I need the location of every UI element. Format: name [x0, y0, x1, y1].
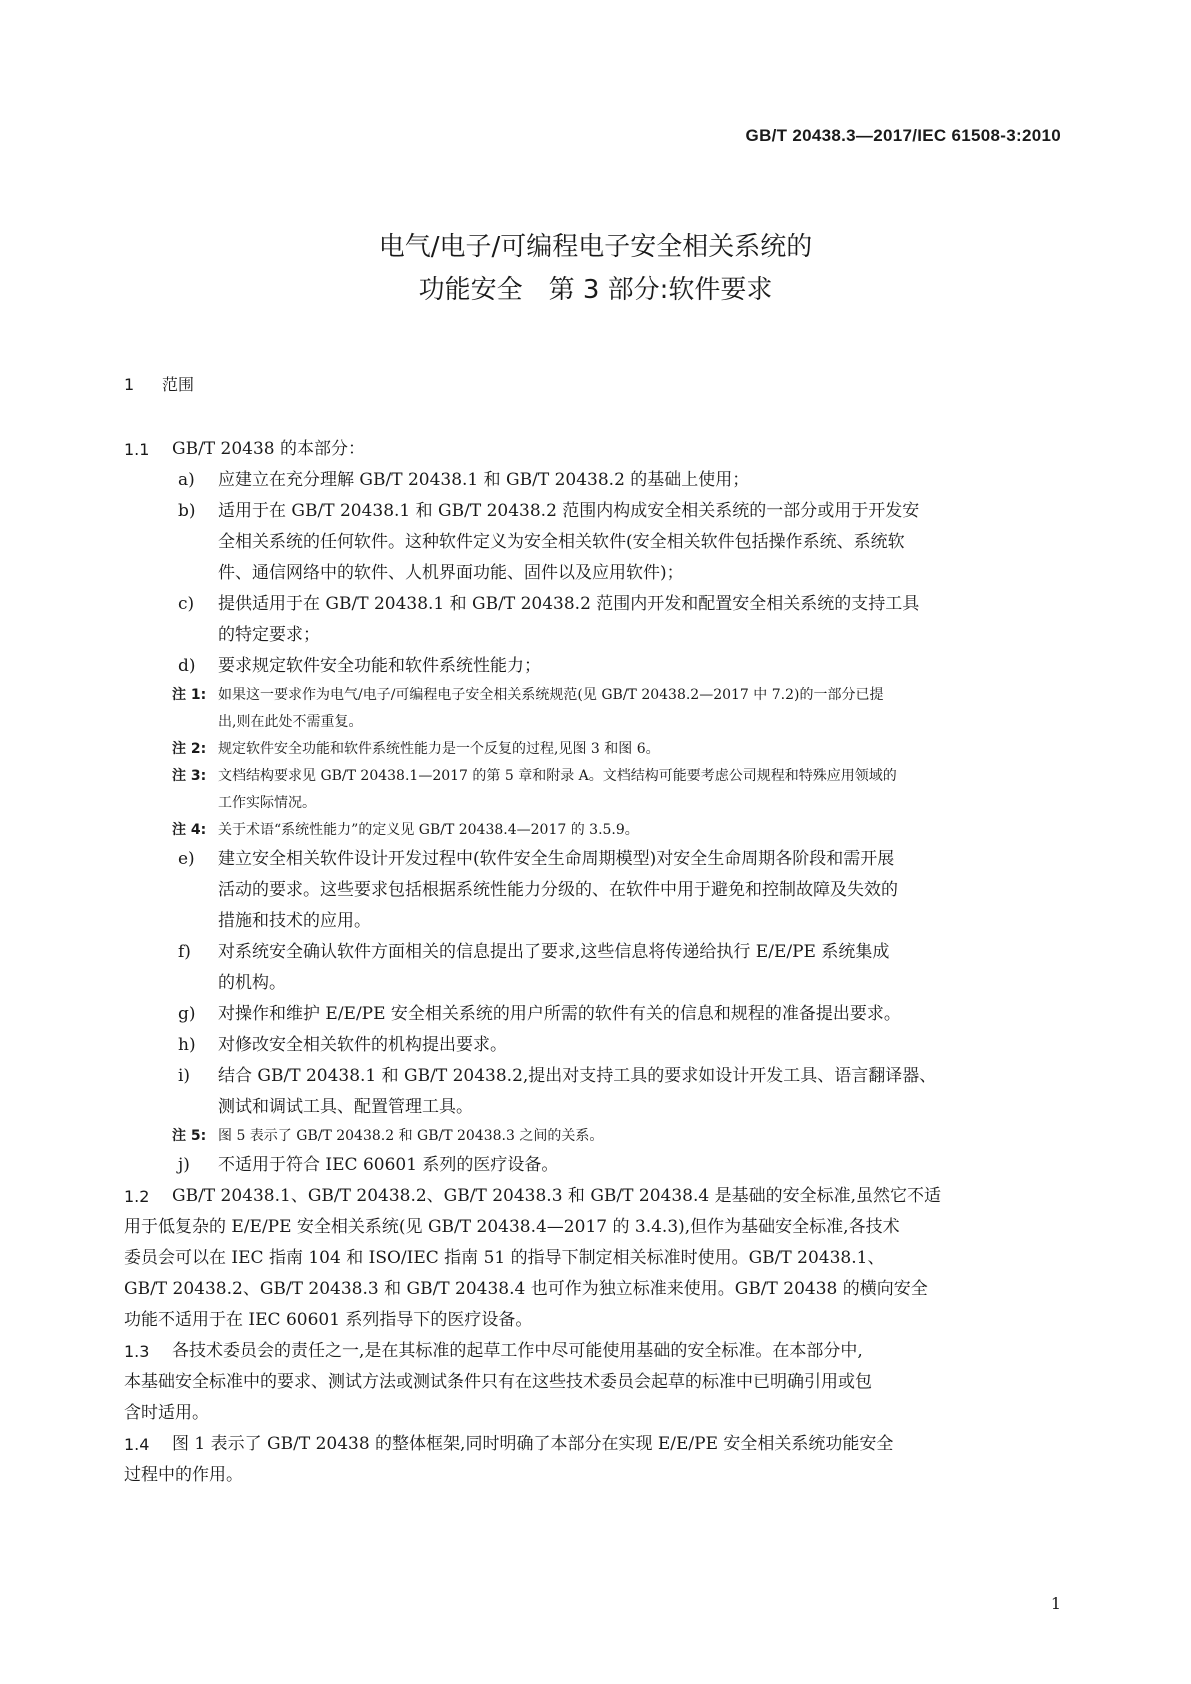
list-marker: b) [178, 501, 196, 521]
list-item-j [124, 1150, 1061, 1181]
section-number: 1 [124, 375, 135, 394]
list-text: 不适用于符合 IEC 60601 系列的医疗设备。 [218, 1155, 559, 1175]
clause-1-1 [124, 434, 1061, 465]
list-text: 适用于在 GB/T 20438.1 和 GB/T 20438.2 范围内构成安全相关系统的一部分或用于开发安 [218, 501, 920, 521]
list-text-continued: 全相关系统的任何软件。这种软件定义为安全相关软件(安全相关软件包括操作系统、系统软 [218, 532, 905, 552]
note-text: 关于术语“系统性能力”的定义见 GB/T 20438.4—2017 的 3.5.9。 [218, 822, 639, 838]
note-5 [124, 1123, 1061, 1150]
note-text-continued: 工作实际情况。 [218, 795, 316, 811]
list-item-a [124, 465, 1061, 496]
clause-number: 1.3 [124, 1342, 150, 1361]
clause-text: GB/T 20438 的本部分： [172, 439, 366, 459]
note-text: 规定软件安全功能和软件系统性能力是一个反复的过程,见图 3 和图 6。 [218, 741, 660, 757]
section-title: 范围 [162, 375, 195, 394]
clause-number: 1.1 [124, 440, 150, 459]
note-label: 注 4: [172, 822, 207, 838]
document-body [124, 434, 1061, 1491]
note-label: 注 1: [172, 687, 207, 703]
title-line-1: 电气/电子/可编程电子安全相关系统的 [378, 232, 813, 262]
list-marker: c) [178, 594, 195, 614]
clause-text-continued: 过程中的作用。 [124, 1465, 243, 1485]
list-item-h [124, 1030, 1061, 1061]
list-text-continued: 活动的要求。这些要求包括根据系统性能力分级的、在软件中用于避免和控制故障及失效的 [218, 880, 898, 900]
list-marker: h) [178, 1035, 196, 1055]
clause-1-2 [124, 1181, 1061, 1212]
list-item-e [124, 844, 1061, 875]
note-4 [124, 817, 1061, 844]
note-1 [124, 682, 1061, 709]
title-line-2: 功能安全 第 3 部分:软件要求 [418, 275, 773, 305]
list-text: 应建立在充分理解 GB/T 20438.1 和 GB/T 20438.2 的基础上使用； [218, 470, 750, 490]
clause-text-continued: 含时适用。 [124, 1403, 209, 1423]
list-text-continued: 测试和调试工具、配置管理工具。 [218, 1097, 473, 1117]
list-marker: g) [178, 1004, 196, 1024]
list-text: 提供适用于在 GB/T 20438.1 和 GB/T 20438.2 范围内开发和配置安全相关系统的支持工具 [218, 594, 920, 614]
standard-code: GB/T 20438.3—2017/IEC 61508-3:2010 [745, 126, 1061, 145]
list-item-d [124, 651, 1061, 682]
section-heading [124, 372, 194, 395]
list-text-continued: 措施和技术的应用。 [218, 911, 371, 931]
clause-text-continued: 本基础安全标准中的要求、测试方法或测试条件只有在这些技术委员会起草的标准中已明确引用或包 [124, 1372, 872, 1392]
note-text: 图 5 表示了 GB/T 20438.2 和 GB/T 20438.3 之间的关系。 [218, 1128, 604, 1144]
note-label: 注 3: [172, 768, 207, 784]
clause-text: GB/T 20438.1、GB/T 20438.2、GB/T 20438.3 和 GB/T 20438.4 是基础的安全标准,虽然它不适 [172, 1186, 941, 1206]
list-text: 结合 GB/T 20438.1 和 GB/T 20438.2,提出对支持工具的要求如设计开发工具、语言翻译器、 [218, 1066, 937, 1086]
list-marker: j) [178, 1155, 190, 1175]
list-item-g [124, 999, 1061, 1030]
note-3 [124, 763, 1061, 790]
clause-text-continued: GB/T 20438.2、GB/T 20438.3 和 GB/T 20438.4 也可作为独立标准来使用。GB/T 20438 的横向安全 [124, 1279, 928, 1299]
list-marker: e) [178, 849, 195, 869]
note-2 [124, 736, 1061, 763]
list-item-i [124, 1061, 1061, 1092]
note-label: 注 2: [172, 741, 207, 757]
clause-text-continued: 用于低复杂的 E/E/PE 安全相关系统(见 GB/T 20438.4—2017 的 3.4.3),但作为基础安全标准,各技术 [124, 1217, 900, 1237]
clause-text-continued: 委员会可以在 IEC 指南 104 和 ISO/IEC 指南 51 的指导下制定相关标准时使用。GB/T 20438.1、 [124, 1248, 885, 1268]
clause-number: 1.2 [124, 1187, 150, 1206]
list-item-f [124, 937, 1061, 968]
list-marker: i) [178, 1066, 191, 1086]
list-text: 对系统安全确认软件方面相关的信息提出了要求,这些信息将传递给执行 E/E/PE 系统集成 [218, 942, 890, 962]
note-text: 文档结构要求见 GB/T 20438.1—2017 的第 5 章和附录 A。文档结构可能要考虑公司规程和特殊应用领域的 [218, 768, 897, 784]
list-text: 要求规定软件安全功能和软件系统性能力； [218, 656, 541, 676]
document-title [0, 226, 1191, 312]
list-text: 建立安全相关软件设计开发过程中(软件安全生命周期模型)对安全生命周期各阶段和需开展 [218, 849, 895, 869]
list-item-b [124, 496, 1061, 527]
clause-1-4 [124, 1429, 1061, 1460]
list-marker: d) [178, 656, 196, 676]
list-text: 对操作和维护 E/E/PE 安全相关系统的用户所需的软件有关的信息和规程的准备提出要求。 [218, 1004, 901, 1024]
clause-text: 各技术委员会的责任之一,是在其标准的起草工作中尽可能使用基础的安全标准。在本部分中, [172, 1341, 863, 1361]
list-marker: f) [178, 942, 191, 962]
clause-1-3 [124, 1336, 1061, 1367]
clause-text: 图 1 表示了 GB/T 20438 的整体框架,同时明确了本部分在实现 E/E/PE 安全相关系统功能安全 [172, 1434, 894, 1454]
list-text: 对修改安全相关软件的机构提出要求。 [218, 1035, 507, 1055]
list-item-c [124, 589, 1061, 620]
page-number: 1 [1050, 1594, 1061, 1613]
note-label: 注 5: [172, 1128, 207, 1144]
clause-number: 1.4 [124, 1435, 150, 1454]
clause-text-continued: 功能不适用于在 IEC 60601 系列指导下的医疗设备。 [124, 1310, 533, 1330]
list-text-continued: 的机构。 [218, 973, 286, 993]
note-text: 如果这一要求作为电气/电子/可编程电子安全相关系统规范(见 GB/T 20438.2—2017 中 7.2)的一部分已提 [218, 687, 884, 703]
note-text-continued: 出,则在此处不需重复。 [218, 714, 363, 730]
list-text-continued: 的特定要求； [218, 625, 320, 645]
list-marker: a) [178, 470, 195, 490]
list-text-continued: 件、通信网络中的软件、人机界面功能、固件以及应用软件)； [218, 563, 684, 583]
